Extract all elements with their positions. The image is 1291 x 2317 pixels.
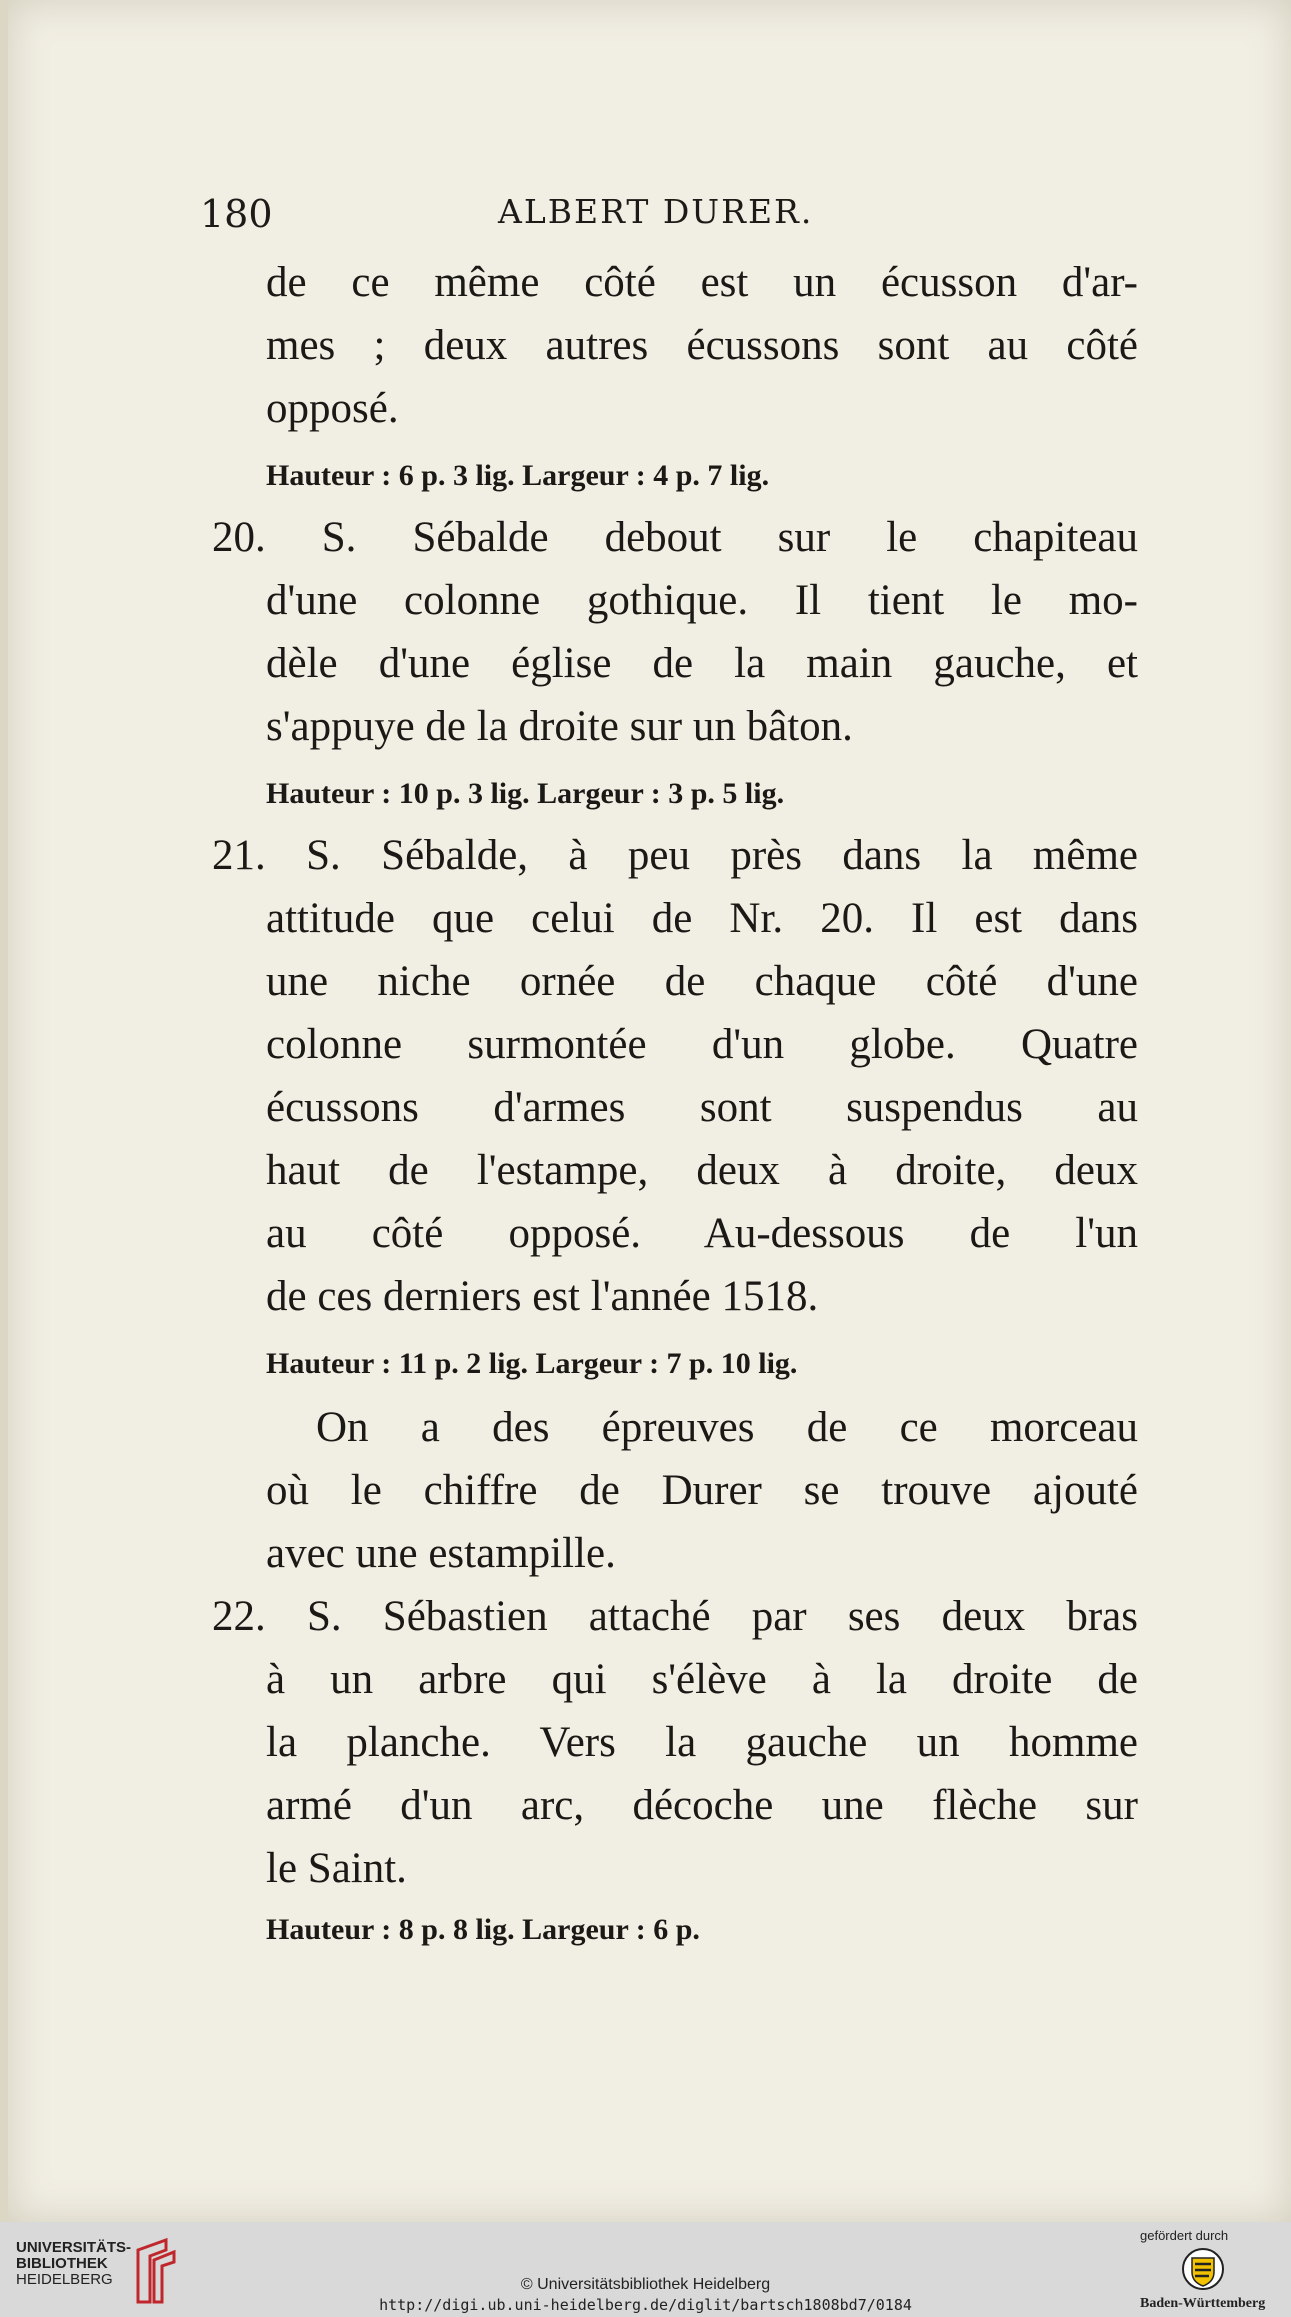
funded-by-label: gefördert durch [1140,2228,1229,2243]
entry-21-line: 21. S. Sébalde, à peu près dans la même [212,832,1138,879]
text-line: de ces derniers est l'année 1518. [266,1273,819,1320]
text-line: le Saint. [266,1845,407,1892]
funder-name: Baden-Württemberg [1140,2296,1266,2311]
text-line: s'appuye de la droite sur un bâton. [266,703,853,750]
text-line: au côté opposé. Au-dessous de l'un [266,1210,1138,1257]
entry-20-line: 20. S. Sébalde debout sur le chapiteau [212,514,1138,561]
running-head: ALBERT DURER. [498,192,814,231]
text-line: à un arbre qui s'élève à la droite de [266,1656,1138,1703]
text-line: armé d'un arc, décoche une flèche sur [266,1782,1138,1829]
source-url[interactable]: http://digi.ub.uni-heidelberg.de/diglit/bartsch1808bd7/0184 [379,2296,912,2314]
text-line: écussons d'armes sont suspendus au [266,1084,1138,1131]
text-line: d'une colonne gothique. Il tient le mo- [266,577,1138,624]
text-line: avec une estampille. [266,1530,616,1577]
copyright-text: © Universitätsbibliothek Heidelberg [520,2276,771,2293]
text-line: de ce même côté est un écusson d'ar- [266,259,1138,306]
text-line: la planche. Vers la gauche un homme [266,1719,1138,1766]
text-line: une niche ornée de chaque côté d'une [266,958,1138,1005]
text-line: opposé. [266,385,399,432]
library-name-line: HEIDELBERG [16,2271,113,2288]
text-line: colonne surmontée d'un globe. Quatre [266,1021,1138,1068]
text-line: mes ; deux autres écussons sont au côté [266,322,1138,369]
text-line: attitude que celui de Nr. 20. Il est dans [266,895,1138,942]
entry-22-line: 22. S. Sébastien attaché par ses deux bras [212,1593,1138,1640]
baden-wuerttemberg-crest-icon [1180,2246,1226,2292]
text-line: On a des épreuves de ce morceau [316,1404,1138,1451]
page-number: 180 [200,192,273,236]
library-name-line: BIBLIOTHEK [16,2255,108,2272]
page-edge [0,0,8,2222]
text-line: dèle d'une église de la main gauche, et [266,640,1138,687]
dimensions-line: Hauteur : 10 p. 3 lig. Largeur : 3 p. 5 lig. [266,777,785,810]
dimensions-line: Hauteur : 8 p. 8 lig. Largeur : 6 p. [266,1913,700,1946]
library-name-line: UNIVERSITÄTS- [16,2239,132,2256]
text-line: haut de l'estampe, deux à droite, deux [266,1147,1138,1194]
text-line: où le chiffre de Durer se trouve ajouté [266,1467,1138,1514]
dimensions-line: Hauteur : 6 p. 3 lig. Largeur : 4 p. 7 lig. [266,459,770,492]
dimensions-line: Hauteur : 11 p. 2 lig. Largeur : 7 p. 10 lig. [266,1347,798,1380]
